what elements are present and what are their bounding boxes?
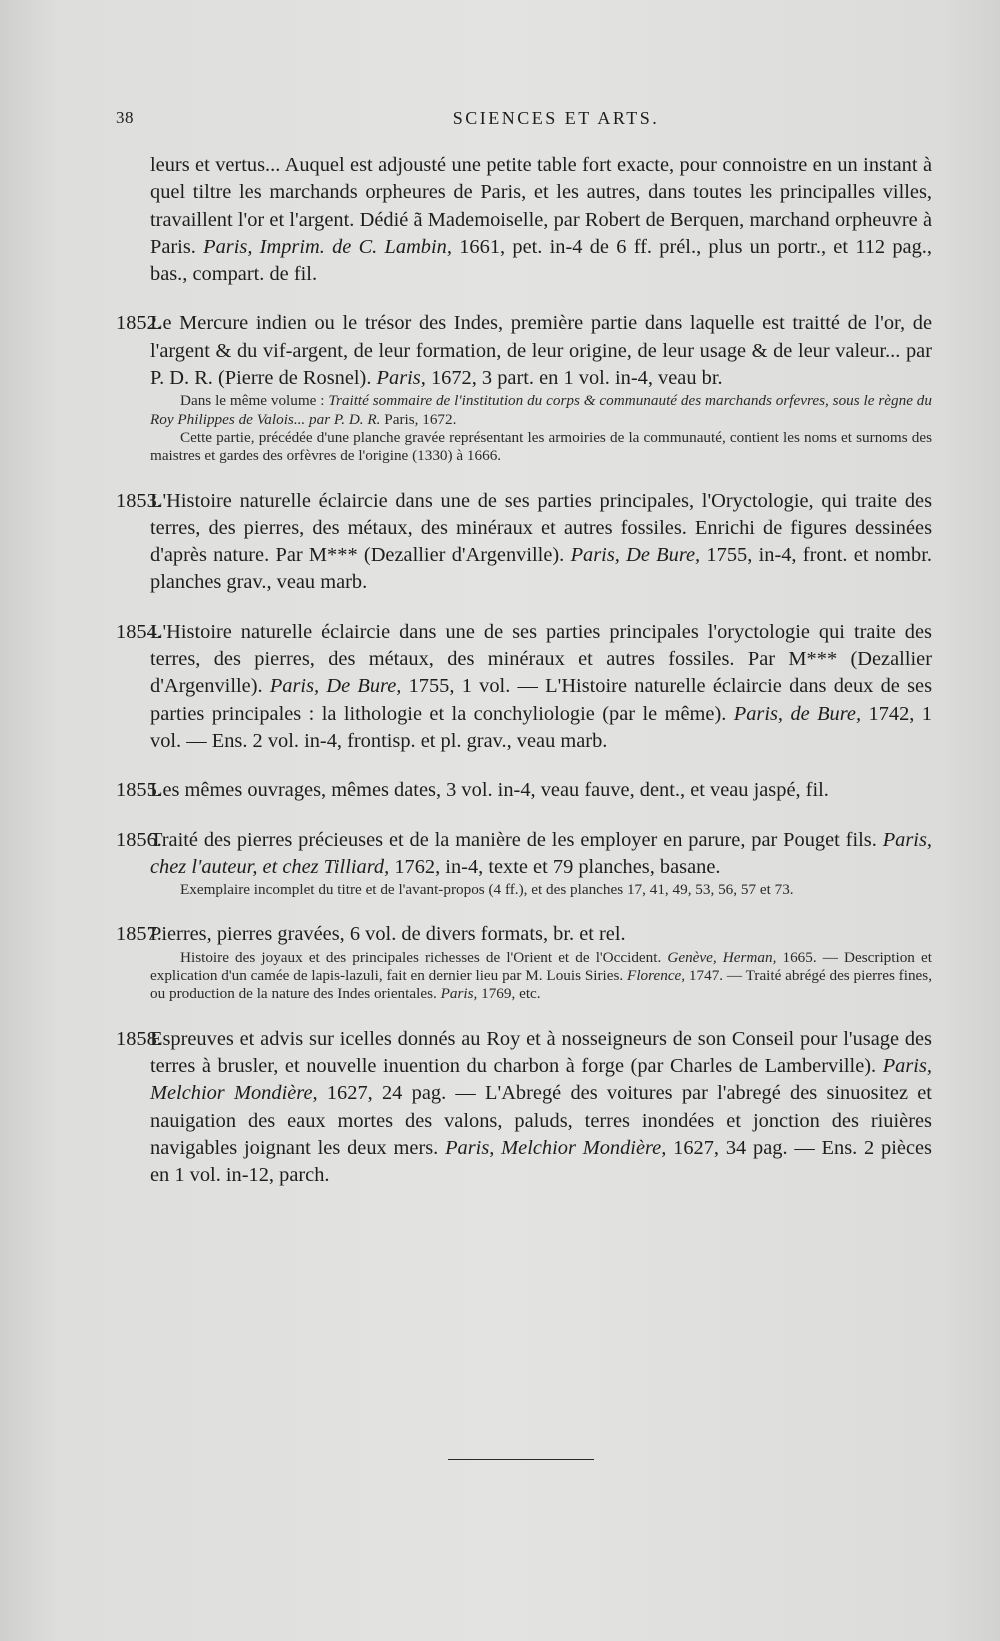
entry-number: 1856. (116, 828, 162, 851)
entry-number: 1855. (116, 779, 162, 802)
entry-text: Pierres, pierres gravées, 6 vol. de divers formats, br. et rel. (150, 923, 626, 946)
running-head: SCIENCES ET ARTS. (452, 108, 660, 128)
entry-number: 1857. (116, 923, 162, 946)
entry-number: 1852. (116, 312, 162, 335)
entry-text: Traité des pierres précieuses et de la manière de les employer en parure, par Pouget fils. Paris, chez l'auteur, et chez Tilliard, 1762, in-4, texte et 79 planches, basane. (150, 828, 932, 878)
entry-number: 1853. (116, 489, 162, 512)
entry-text: L'Histoire naturelle éclaircie dans une de ses parties principales l'oryctologie qui traite des terres, des pierres, des métaux, des minéraux et autres fossiles. Par M*** (Dezallier d'Argenville). Paris, De Bure, 1755, 1 vol. — L'Histoire naturelle éclaircie dans deux de ses parties principales : la lithologie et la conchyliologie (par le même). Paris, de Bure, 1742, 1 vol. — Ens. 2 vol. in-4, frontisp. et pl. grav., veau marb. (150, 620, 933, 752)
catalogue-entry-1852 (116, 310, 932, 465)
entry-text: L'Histoire naturelle éclaircie dans une de ses parties principales, l'Oryctologie, qui traite des terres, des pierres, des métaux, des minéraux et autres fossiles. Enrichi de figures dessinées d'après nature. Par M*** (Dezallier d'Argenville). Paris, De Bure, 1755, in-4, front. et nombr. planches grav., veau marb. (150, 489, 932, 594)
entry-note: Exemplaire incomplet du titre et de l'avant-propos (4 ff.), et des planches 17, 41, 49, 53, 56, 57 et 73. (180, 881, 794, 899)
entry-note: Histoire des joyaux et des principales richesses de l'Orient et de l'Occident. Genève, Herman, 1665. — Description et explication d'un camée de lapis-lazuli, fait en dernier lieu par M. Louis Siries. Florence, 1747. — Traité abrégé des pierres fines, ou production de la nature des Indes orientales. Paris, 1769, etc. (150, 948, 932, 1003)
page-number: 38 (116, 108, 134, 127)
catalogue-entry-1855 (116, 777, 932, 804)
catalogue-entry-1856 (116, 827, 932, 900)
entry-number: 1858. (116, 1027, 162, 1050)
entry-text: Le Mercure indien ou le trésor des Indes, première partie dans laquelle est traitté de l'or, de l'argent & du vif-argent, de leur formation, de leur origine, de leur usage & de leur valeur... par P. D. R. (Pierre de Rosnel). Paris, 1672, 3 part. en 1 vol. in-4, veau br. (150, 312, 932, 390)
entry-text: Les mêmes ouvrages, mêmes dates, 3 vol. in-4, veau fauve, dent., et veau jaspé, fil. (150, 779, 829, 802)
entry-note: Dans le même volume : Traitté sommaire de l'institution du corps & communauté des marchands orfevres, sous le règne du Roy Philippes de Valois... par P. D. R. Paris, 1672. (150, 392, 932, 428)
continued-entry-text: leurs et vertus... Auquel est adjousté une petite table fort exacte, pour connoistre en un instant à quel tiltre les marchands orpheures de Paris, et les autres, dans toutes les principalles villes, travaillent l'or et l'argent. Dédié ã Mademoiselle, par Robert de Berquen, marchand orpheuvre à Paris. Paris, Imprim. de C. Lambin, 1661, pet. in-4 de 6 ff. prél., plus un portr., et 112 pag., bas., compart. de fil. (150, 154, 932, 286)
entry-note: Cette partie, précédée d'une planche gravée représentant les armoiries de la communauté, contient les noms et surnoms des maistres et gardes des orfèvres de l'origine (1330) à 1666. (150, 428, 932, 465)
catalogue-body (116, 152, 933, 1189)
continued-entry (150, 152, 932, 288)
page-header (116, 108, 936, 134)
catalogue-entry-1858 (116, 1026, 932, 1190)
catalogue-entry-1857 (116, 921, 932, 1003)
entry-text: Espreuves et advis sur icelles donnés au Roy et à nosseigneurs de son Conseil pour l'usage des terres à brusler, et nouvelle inuention du charbon à forge (par Charles de Lamberville). Paris, Melchior Mondière, 1627, 24 pag. — L'Abregé des voitures par l'abregé des sinuositez et nauigation des eaux mortes des valons, paluds, terres inondées et jonction des riuières navigables joignant les deux mers. Paris, Melchior Mondière, 1627, 34 pag. — Ens. 2 pièces en 1 vol. in-12, parch. (150, 1027, 932, 1187)
catalogue-entry-1854 (116, 619, 933, 755)
end-rule (448, 1459, 594, 1460)
catalogue-entry-1853 (116, 488, 932, 597)
entry-number: 1854. (116, 620, 162, 643)
